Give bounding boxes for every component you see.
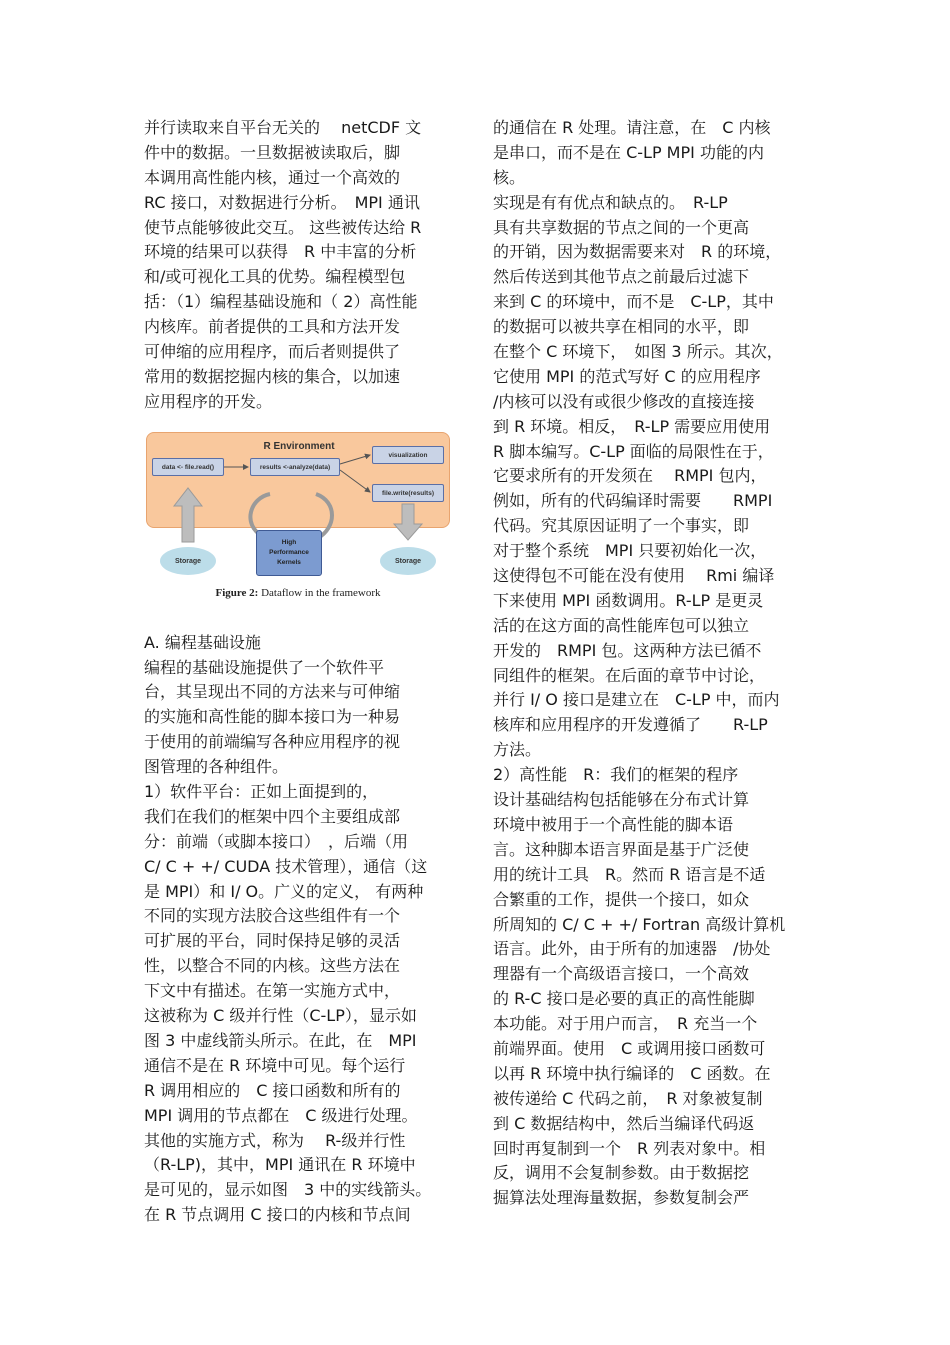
text-line: 理器有一个高级语言接口，一个高效 bbox=[493, 964, 750, 984]
kernel-line-1: High bbox=[281, 539, 297, 546]
text-line: 设计基础结构包括能够在分布式计算 bbox=[493, 790, 750, 810]
text-line: RC 接口，对数据进行分析。 MPI 通讯 bbox=[144, 192, 420, 212]
file-read-box: data <- file.read() bbox=[152, 458, 224, 476]
analyze-to-write-arrow bbox=[340, 470, 370, 492]
text-line: 环境的结果可以获得 R 中丰富的分析 bbox=[144, 242, 417, 262]
text-line: 的实施和高性能的脚本接口为一种易 bbox=[144, 707, 401, 727]
text-line: 编程的基础设施提供了一个软件平 bbox=[144, 657, 385, 677]
storage-left: Storage bbox=[160, 547, 216, 575]
text-line: （R-LP)，其中，MPI 通讯在 R 环境中 bbox=[144, 1155, 416, 1175]
text-line: 应用程序的开发。 bbox=[144, 391, 273, 411]
text-line: 可伸缩的应用程序，而后者则提供了 bbox=[144, 342, 401, 362]
caption-text: Dataflow in the framework bbox=[258, 587, 381, 599]
storage-up-arrow bbox=[174, 488, 202, 542]
text-line: 语言。此外，由于所有的加速器 /协处 bbox=[493, 939, 771, 959]
text-line: 分：前端（或脚本接口） ，后端（用 bbox=[144, 831, 409, 851]
analyze-to-visual-arrow bbox=[340, 455, 370, 464]
text-line: 核。 bbox=[493, 167, 526, 187]
text-line: 括：（1）编程基础设施和（ 2）高性能 bbox=[144, 292, 418, 312]
text-line: 同组件的框架。在后面的章节中讨论， bbox=[493, 665, 766, 685]
text-line: 合繁重的工作，提供一个接口，如众 bbox=[493, 889, 750, 909]
text-line: 图 3 中虚线箭头所示。在此，在 MPI bbox=[144, 1030, 417, 1050]
text-line: 环境中被用于一个高性能的脚本语 bbox=[493, 814, 734, 834]
text-line: 前端界面。使用 C 或调用接口函数可 bbox=[493, 1038, 766, 1058]
text-line: 开发的 RMPI 包。这两种方法已循不 bbox=[493, 640, 762, 660]
text-line: 并行读取来自平台无关的 netCDF 文 bbox=[144, 118, 422, 137]
text-line: 本功能。对于用户而言， R 充当一个 bbox=[493, 1014, 758, 1034]
text-line: 性，以整合不同的内核。这些方法在 bbox=[144, 956, 401, 976]
text-line: 的数据可以被共享在相同的水平，即 bbox=[493, 317, 750, 337]
right-paragraphs bbox=[493, 116, 811, 1211]
text-line: 和/或可视化工具的优势。编程模型包 bbox=[144, 267, 406, 287]
text-line: 它要求所有的开发须在 RMPI 包内， bbox=[493, 466, 767, 486]
text-line: 并行 I/ O 接口是建立在 C-LP 中，而内 bbox=[493, 690, 780, 710]
text-line: 我们在我们的框架中四个主要组成部 bbox=[144, 806, 401, 826]
text-line: 核库和应用程序的开发遵循了 R-LP bbox=[493, 715, 768, 735]
text-line: 可扩展的平台，同时保持足够的灵活 bbox=[144, 931, 401, 951]
text-line: 具有共享数据的节点之间的一个更高 bbox=[493, 217, 750, 237]
figure-2-dataflow bbox=[146, 432, 450, 607]
left-paragraph-1 bbox=[144, 116, 462, 415]
figure-caption bbox=[146, 587, 450, 599]
text-line: 的通信在 R 处理。请注意，在 C 内核 bbox=[493, 118, 771, 137]
text-line: 图管理的各种组件。 bbox=[144, 757, 289, 777]
text-line: 1）软件平台：正如上面提到的， bbox=[144, 782, 379, 802]
text-line: 掘算法处理海量数据，参数复制会严 bbox=[493, 1188, 750, 1208]
text-line: 对于整个系统 MPI 只要初始化一次， bbox=[493, 541, 767, 561]
text-line: 其他的实施方式，称为 R-级并行性 bbox=[144, 1130, 406, 1150]
visualization-box: visualization bbox=[372, 446, 444, 464]
text-line: 到 C 数据结构中，然后当编译代码返 bbox=[493, 1113, 755, 1133]
left-paragraph-2 bbox=[144, 631, 462, 1228]
right-column bbox=[493, 116, 811, 1211]
text-line: 在 R 节点调用 C 接口的内核和节点间 bbox=[144, 1205, 411, 1225]
text-line: /内核可以没有或很少修改的直接连接 bbox=[493, 391, 755, 411]
text-line: 活的在这方面的高性能库包可以独立 bbox=[493, 615, 750, 635]
text-line: A. 编程基础设施 bbox=[144, 632, 261, 652]
text-line: C/ C + +/ CUDA 技术管理），通信（这 bbox=[144, 856, 428, 876]
text-line: R 调用相应的 C 接口函数和所有的 bbox=[144, 1080, 401, 1100]
text-line: 它使用 MPI 的范式写好 C 的应用程序 bbox=[493, 366, 761, 386]
text-line: 是可见的，显示如图 3 中的实线箭头。 bbox=[144, 1180, 432, 1200]
analyze-box: results <-analyze(data) bbox=[250, 458, 340, 476]
text-line: 下来使用 MPI 函数调用。R-LP 是更灵 bbox=[493, 590, 764, 610]
text-line: 通信不是在 R 环境中可见。每个运行 bbox=[144, 1055, 406, 1075]
text-line: 这使得包不可能在没有使用 Rmi 编译 bbox=[493, 566, 775, 586]
kernel-line-2: Performance bbox=[269, 549, 309, 556]
text-line: 本调用高性能内核，通过一个高效的 bbox=[144, 167, 401, 187]
kernels-box bbox=[256, 530, 322, 576]
kernel-line-3: Kernels bbox=[277, 559, 301, 566]
storage-right: Storage bbox=[380, 547, 436, 575]
text-line: 内核库。前者提供的工具和方法开发 bbox=[144, 317, 401, 337]
text-line: 不同的实现方法胶合这些组件有一个 bbox=[144, 906, 401, 926]
text-line: 例如，所有的代码编译时需要 RMPI bbox=[493, 491, 773, 511]
text-line: R 脚本编写。C-LP 面临的局限性在于， bbox=[493, 441, 774, 461]
text-line: 被传递给 C 代码之前， R 对象被复制 bbox=[493, 1088, 763, 1108]
storage-down-arrow bbox=[394, 504, 422, 540]
caption-label: Figure 2: bbox=[215, 587, 259, 599]
file-write-box: file.write(results) bbox=[372, 484, 444, 502]
text-line: 是串口，而不是在 C-LP MPI 功能的内 bbox=[493, 142, 764, 162]
text-line: 常用的数据挖掘内核的集合，以加速 bbox=[144, 366, 401, 386]
text-line: 然后传送到其他节点之前最后过滤下 bbox=[493, 267, 750, 287]
text-line: 反，调用不会复制参数。由于数据挖 bbox=[493, 1163, 750, 1183]
text-line: 台，其呈现出不同的方法来与可伸缩 bbox=[144, 682, 401, 702]
text-line: 2）高性能 R：我们的框架的程序 bbox=[493, 765, 739, 785]
text-line: 于使用的前端编写各种应用程序的视 bbox=[144, 732, 401, 752]
text-line: 使节点能够彼此交互。 这些被传达给 R bbox=[144, 217, 422, 237]
text-line: 以再 R 环境中执行编译的 C 函数。在 bbox=[493, 1063, 771, 1083]
text-line: 的 R-C 接口是必要的真正的高性能脚 bbox=[493, 989, 755, 1009]
text-line: 的开销，因为数据需要来对 R 的环境， bbox=[493, 242, 782, 262]
text-line: 回时再复制到一个 R 列表对象中。相 bbox=[493, 1138, 766, 1158]
left-column bbox=[144, 116, 462, 1228]
text-line: 这被称为 C 级并行性（C-LP），显示如 bbox=[144, 1006, 417, 1026]
text-line: 下文中有描述。在第一实施方式中， bbox=[144, 981, 401, 1001]
text-line: 件中的数据。一旦数据被读取后，脚 bbox=[144, 142, 401, 162]
env-title: R Environment bbox=[263, 441, 335, 452]
text-line: 代码。究其原因证明了一个事实，即 bbox=[493, 516, 750, 536]
text-line: 方法。 bbox=[493, 740, 542, 760]
text-line: 是 MPI）和 I/ O。广义的定义， 有两种 bbox=[144, 881, 424, 901]
text-line: 所周知的 C/ C + +/ Fortran 高级计算机 bbox=[493, 914, 786, 934]
text-line: MPI 调用的节点都在 C 级进行处理。 bbox=[144, 1105, 418, 1125]
text-line: 来到 C 的环境中，而不是 C-LP，其中 bbox=[493, 292, 774, 312]
text-line: 用的统计工具 R。然而 R 语言是不适 bbox=[493, 864, 766, 884]
text-line: 在整个 C 环境下， 如图 3 所示。其次， bbox=[493, 342, 783, 362]
text-line: 到 R 环境。相反， R-LP 需要应用使用 bbox=[493, 416, 771, 436]
text-line: 言。这种脚本语言界面是基于广泛使 bbox=[493, 839, 750, 859]
text-line: 实现是有有优点和缺点的。 R-LP bbox=[493, 192, 728, 212]
